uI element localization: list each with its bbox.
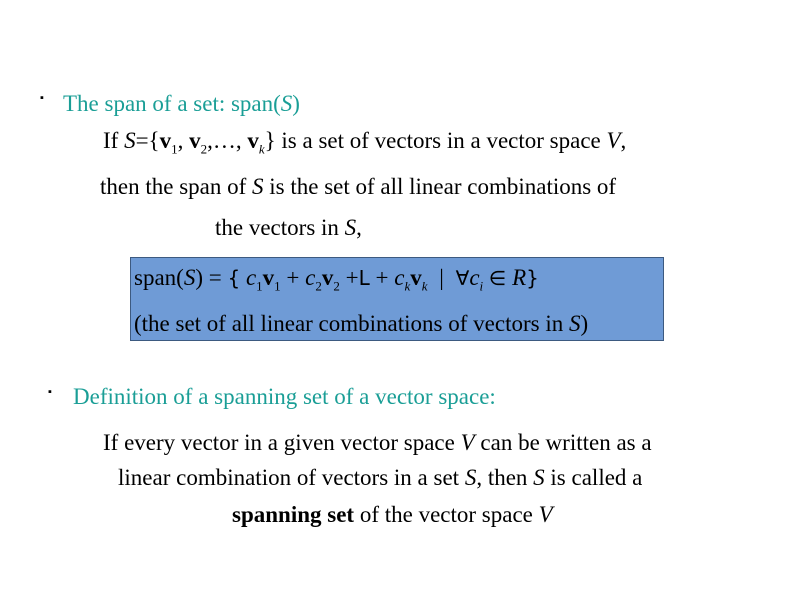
span-line-1: If $S=\{v_1$, $v_2,\dots$, $v_k$} is a set of vectors in a vector space V, (103, 128, 627, 157)
span-formula-box (130, 257, 664, 341)
spanning-set-heading: Definition of a spanning set of a vector space: (73, 384, 496, 409)
spanning-line-2: linear combination of vectors in a set S, then S is called a (118, 465, 643, 490)
span-heading: The span of a set: span(S) (63, 91, 300, 116)
bullet-1: ▪ (40, 92, 44, 104)
span-formula-caption: (the set of all linear combinations of vectors in S) (134, 311, 589, 336)
span-line-2: then the span of S is the set of all linear combinations of (100, 174, 617, 199)
bullet-2: ▪ (48, 386, 52, 398)
span-formula: span(S) = { $c_1v_1 + c_2v_2 +L + c_kv_k$ | $\forall c_i$ ∈ R} (134, 265, 539, 294)
spanning-set-term: spanning set (232, 502, 355, 527)
spanning-line-3: spanning set of the vector space V (232, 502, 553, 527)
spanning-line-1: If every vector in a given vector space V can be written as a (103, 430, 652, 455)
span-line-3: the vectors in S, (215, 215, 362, 240)
